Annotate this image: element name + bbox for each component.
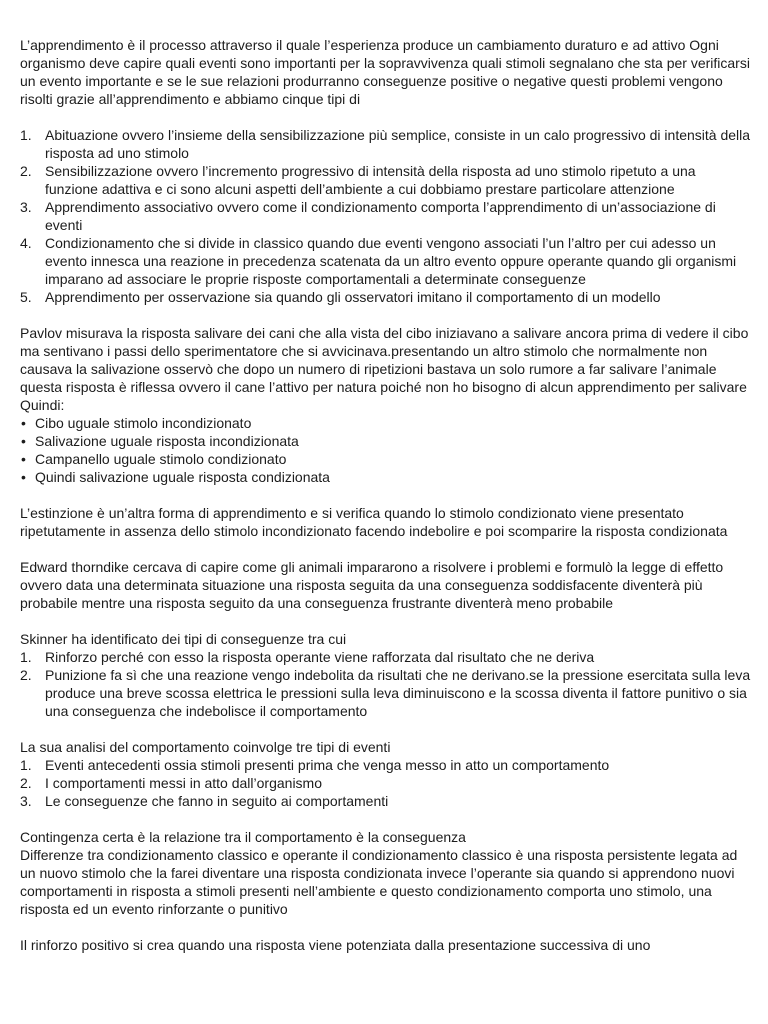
pavlov-bullet-list <box>20 414 752 486</box>
estinzione-paragraph: L’estinzione è un’altra forma di apprendimento e si verifica quando lo stimolo condizionato viene presentato ripetutamente in assenza dello stimolo incondizionato facendo indebolire e poi scomparire la risposta condizionata <box>20 505 728 539</box>
bullet-item-text: Quindi salivazione uguale risposta condizionata <box>35 469 330 485</box>
list-item-text: Le conseguenze che fanno in seguito ai comportamenti <box>45 793 389 809</box>
list-item <box>20 666 752 720</box>
list-item <box>20 756 752 774</box>
list-item <box>20 774 752 792</box>
paragraph-gap <box>20 918 752 936</box>
list-item <box>20 198 752 234</box>
analisi-intro: La sua analisi del comportamento coinvolge tre tipi di eventi <box>20 739 391 755</box>
list-number: 3. <box>20 793 32 809</box>
bullet-marker: • <box>21 415 26 431</box>
list-item <box>20 648 752 666</box>
list-number: 1. <box>20 127 32 143</box>
paragraph-gap <box>20 612 752 630</box>
rinforzo-positivo-paragraph: Il rinforzo positivo si crea quando una risposta viene potenziata dalla presentazione successiva di uno <box>20 937 651 953</box>
list-number: 2. <box>20 163 32 179</box>
bullet-item-text: Campanello uguale stimolo condizionato <box>35 451 287 467</box>
list-number: 1. <box>20 649 32 665</box>
paragraph-gap <box>20 540 752 558</box>
bullet-item <box>20 450 752 468</box>
paragraph-gap <box>20 306 752 324</box>
bullet-item <box>20 414 752 432</box>
list-item <box>20 126 752 162</box>
document-page <box>20 36 752 954</box>
list-item <box>20 162 752 198</box>
list-item-text: Abituazione ovvero l’insieme della sensibilizzazione più semplice, consiste in un calo progressivo di intensità della risposta ad uno stimolo <box>45 127 751 161</box>
learning-types-list <box>20 126 752 306</box>
bullet-marker: • <box>21 451 26 467</box>
list-number: 4. <box>20 235 32 251</box>
list-item-text: Eventi antecedenti ossia stimoli presenti prima che venga messo in atto un comportamento <box>45 757 610 773</box>
paragraph-gap <box>20 720 752 738</box>
list-number: 2. <box>20 667 32 683</box>
bullet-marker: • <box>21 469 26 485</box>
differenze-paragraph: Differenze tra condizionamento classico e operante il condizionamento classico è una risposta persistente legata ad un nuovo stimolo che la farei diventare una risposta condizionata invece l’operante sia quando si apprendono nuovi comportamenti in risposta a stimoli presenti nell’ambiente e questo condizionamento comporta uno stimolo, una risposta ed un evento rinforzante o punitivo <box>20 847 738 917</box>
bullet-marker: • <box>21 433 26 449</box>
analisi-events-list <box>20 756 752 810</box>
bullet-item <box>20 432 752 450</box>
paragraph-gap <box>20 108 752 126</box>
list-number: 5. <box>20 289 32 305</box>
bullet-item-text: Salivazione uguale risposta incondizionata <box>35 433 299 449</box>
list-item-text: Apprendimento associativo ovvero come il condizionamento comporta l’apprendimento di un’associazione di eventi <box>45 199 716 233</box>
bullet-item <box>20 468 752 486</box>
list-item <box>20 234 752 288</box>
pavlov-paragraph: Pavlov misurava la risposta salivare dei cani che alla vista del cibo iniziavano a salivare ancora prima di vedere il cibo ma sentivano i passi dello sperimentatore che si avvicinava.presentando un altro stimolo che normalmente non causava la salivazione osservò che dopo un numero di ripetizioni bastava un solo rumore a far salivare l’animale questa risposta è riflessa ovvero il cane l’attivo per natura poiché non ho bisogno di alcun apprendimento per salivare Quindi: <box>20 325 749 413</box>
list-item-text: Punizione fa sì che una reazione vengo indebolita da risultati che ne derivano.se la pressione esercitata sulla leva produce una breve scossa elettrica le pressioni sulla leva diminuiscono e la scossa diventa il fattore punitivo o sia una conseguenza che indebolisce il comportamento <box>45 667 751 719</box>
list-item-text: I comportamenti messi in atto dall’organismo <box>45 775 323 791</box>
thorndike-paragraph: Edward thorndike cercava di capire come gli animali impararono a risolvere i problemi e formulò la legge di effetto ovvero data una determinata situazione una risposta seguita da una conseguenza soddisfacente diventerà più probabile mentre una risposta seguito da una conseguenza frustrante diventerà meno probabile <box>20 559 724 611</box>
list-item <box>20 792 752 810</box>
list-item <box>20 288 752 306</box>
list-item-text: Apprendimento per osservazione sia quando gli osservatori imitano il comportamento di un modello <box>45 289 661 305</box>
list-number: 1. <box>20 757 32 773</box>
skinner-consequences-list <box>20 648 752 720</box>
contingenza-line: Contingenza certa è la relazione tra il comportamento è la conseguenza <box>20 829 466 845</box>
list-number: 3. <box>20 199 32 215</box>
list-item-text: Sensibilizzazione ovvero l’incremento progressivo di intensità della risposta ad uno stimolo ripetuto a una funzione adattiva e ci sono alcuni aspetti dell’ambiente a cui dobbiamo prestare particolare attenzione <box>45 163 696 197</box>
skinner-intro: Skinner ha identificato dei tipi di conseguenze tra cui <box>20 631 347 647</box>
list-item-text: Rinforzo perché con esso la risposta operante viene rafforzata dal risultato che ne deriva <box>45 649 595 665</box>
paragraph-gap <box>20 486 752 504</box>
list-item-text: Condizionamento che si divide in classico quando due eventi vengono associati l’un l’altro per cui adesso un evento innesca una reazione in precedenza scatenata da un altro evento oppure operante quando gli organismi imparano ad associare le proprie risposte comportamentali a determinate conseguenze <box>45 235 737 287</box>
list-number: 2. <box>20 775 32 791</box>
intro-paragraph: L’apprendimento è il processo attraverso il quale l’esperienza produce un cambiamento duraturo e ad attivo Ogni organismo deve capire quali eventi sono importanti per la sopravvivenza quali stimoli segnalano che sta per verificarsi un evento importante e se le sue relazioni produrranno conseguenze positive o negative questi problemi vengono risolti grazie all’apprendimento e abbiamo cinque tipi di <box>20 37 750 107</box>
paragraph-gap <box>20 810 752 828</box>
bullet-item-text: Cibo uguale stimolo incondizionato <box>35 415 252 431</box>
